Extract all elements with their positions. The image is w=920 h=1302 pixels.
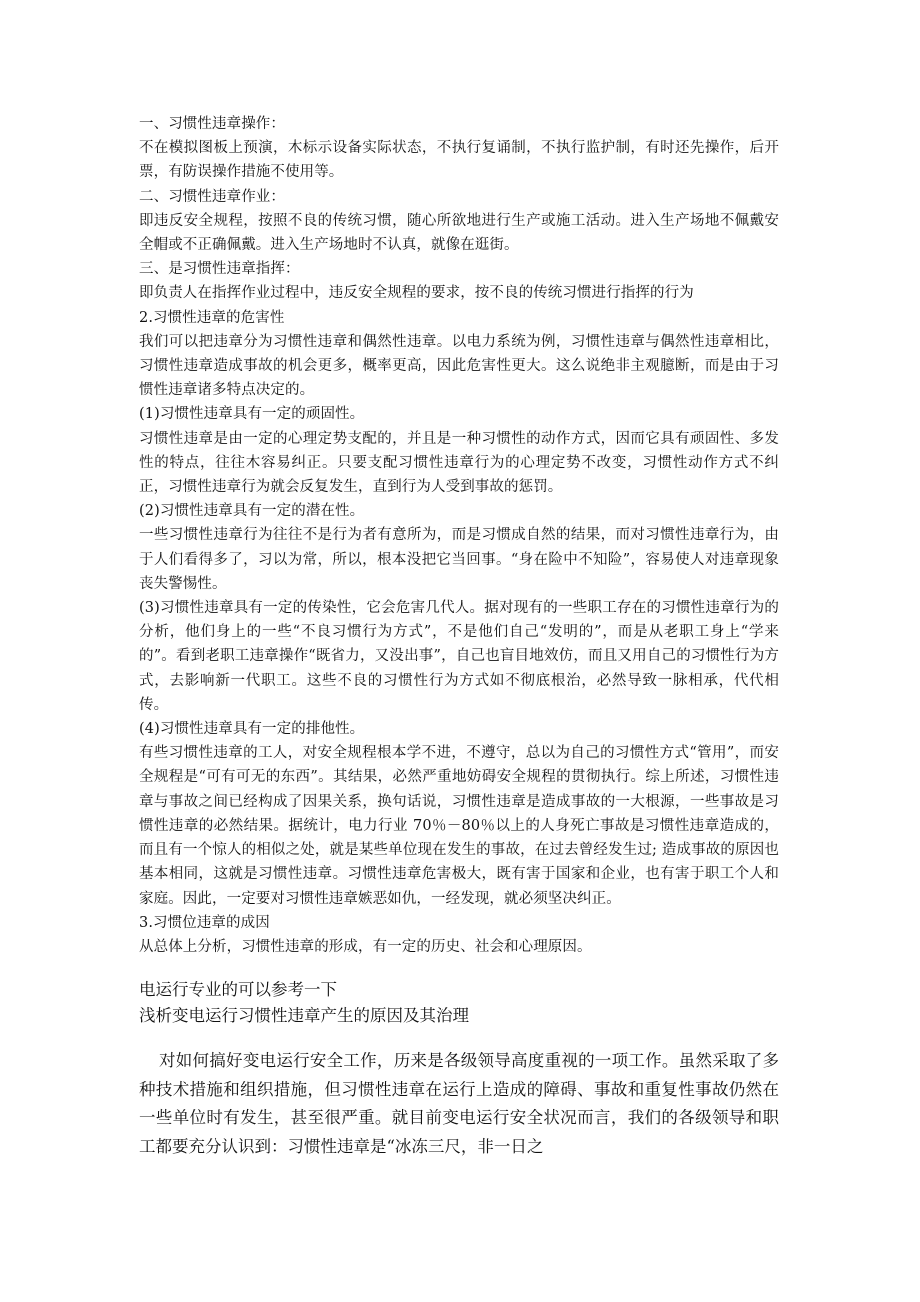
heading-habitual-operation: 一、习惯性违章操作： bbox=[139, 116, 285, 132]
article-body: 对如何搞好变电运行安全工作，历来是各级领导高度重视的一项工作。虽然采取了多种技术措施和组织措施，但习惯性违章在运行上造成的障碍、事故和重复性事故仍然在一些单位时有发生，甚至很严重。就目前变电运行安全状况而言，我们的各级领导和职工都要充分认识到：习惯性违章是“冰冻三尺，非一日之 bbox=[139, 1051, 779, 1156]
title-spacer bbox=[139, 1029, 779, 1047]
heading-exclusivity: (4)习惯性违章具有一定的排他性。 bbox=[139, 721, 365, 738]
paragraph-contagion: (3)习惯性违章具有一定的传染性，它会危害几代人。据对现有的一些职工存在的习惯性违章行为的分析，他们身上的一些“不良习惯行为方式”，不是他们自己“发明的”，而是从老职工身上“学来的”。看到老职工违章操作“既省力，又没出事”，自己也盲目地效仿，而且又用自己的习惯性行为方式，去影响新一代职工。这些不良的习惯性行为方式如不彻底根治，必然导致一脉相承，代代相传。 bbox=[139, 600, 779, 713]
paragraph-stubbornness: 习惯性违章是由一定的心理定势支配的，并且是一种习惯性的动作方式，因而它具有顽固性、多发性的特点，往往木容易纠正。只要支配习惯性违章行为的心理定势不改变，习惯性动作方式不纠正，习惯性违章行为就会反复发生，直到行为人受到事故的惩罚。 bbox=[139, 430, 779, 496]
heading-latency: (2)习惯性违章具有一定的潜在性。 bbox=[139, 503, 365, 520]
paragraph-exclusivity: 有些习惯性违章的工人，对安全规程根本学不进，不遵守，总以为自己的习惯性方式“管用”，而安全规程是“可有可无的东西”。其结果，必然严重地妨碍安全规程的贯彻执行。综上所述，习惯性违章与事故之间已经构成了因果关系，换句话说，习惯性违章是造成事故的一大根源，一些事故是习惯性违章的必然结果。据统计，电力行业 70％－80％以上的人身死亡事故是习惯性违章造成的，而且有一个惊人的相似之处，就是某些单位现在发生的事故，在过去曾经发生过; 造成事故的原因也基本相同，这就是习惯性违章。习惯性违章危害极大，既有害于国家和企业，也有害于职工个人和家庭。因此，一定要对习惯性违章嫉恶如仇，一经发现，就必须坚决纠正。 bbox=[139, 745, 779, 907]
paragraph-habitual-command: 即负责人在指挥作业过程中，违反安全规程的要求，按不良的传统习惯进行指挥的行为 bbox=[139, 285, 694, 302]
section-spacer bbox=[139, 959, 779, 977]
paragraph-habitual-work: 即违反安全规程，按照不良的传统习惯，随心所欲地进行生产或施工活动。进入生产场地不佩戴安全帽或不正确佩戴。进入生产场地时不认真，就像在逛街。 bbox=[139, 212, 779, 254]
article-title: 浅析变电运行习惯性违章产生的原因及其治理 bbox=[139, 1006, 469, 1026]
heading-harm: 2.习惯性违章的危害性 bbox=[139, 309, 285, 326]
paragraph-habitual-operation: 不在模拟图板上预演，木标示设备实际状态，不执行复诵制，不执行监护制，有时还先操作，后开票，有防误操作措施不使用等。 bbox=[139, 140, 779, 181]
paragraph-latency: 一些习惯性违章行为往往不是行为者有意所为，而是习惯成自然的结果，而对习惯性违章行为，由于人们看得多了，习以为常，所以，根本没把它当回事。“身在险中不知险”，容易使人对违章现象丧失警惕性。 bbox=[139, 527, 779, 592]
heading-habitual-work: 二、习惯性违章作业： bbox=[139, 188, 285, 205]
heading-habitual-command: 三、是习惯性违章指挥： bbox=[139, 261, 300, 278]
paragraph-causes: 从总体上分析，习惯性违章的形成，有一定的历史、社会和心理原因。 bbox=[139, 938, 592, 955]
paragraph-harm: 我们可以把违章分为习惯性违章和偶然性违章。以电力系统为例，习惯性违章与偶然性违章相比，习惯性违章造成事故的机会更多，概率更高，因此危害性更大。这么说绝非主观臆断，而是由于习惯性违章诸多特点决定的。 bbox=[139, 333, 779, 399]
heading-causes: 3.习惯位违章的成因 bbox=[139, 914, 270, 931]
reference-note: 电运行专业的可以参考一下 bbox=[139, 980, 337, 1000]
document-page bbox=[139, 112, 779, 1161]
heading-stubbornness: (1)习惯性违章具有一定的顽固性。 bbox=[139, 406, 365, 423]
